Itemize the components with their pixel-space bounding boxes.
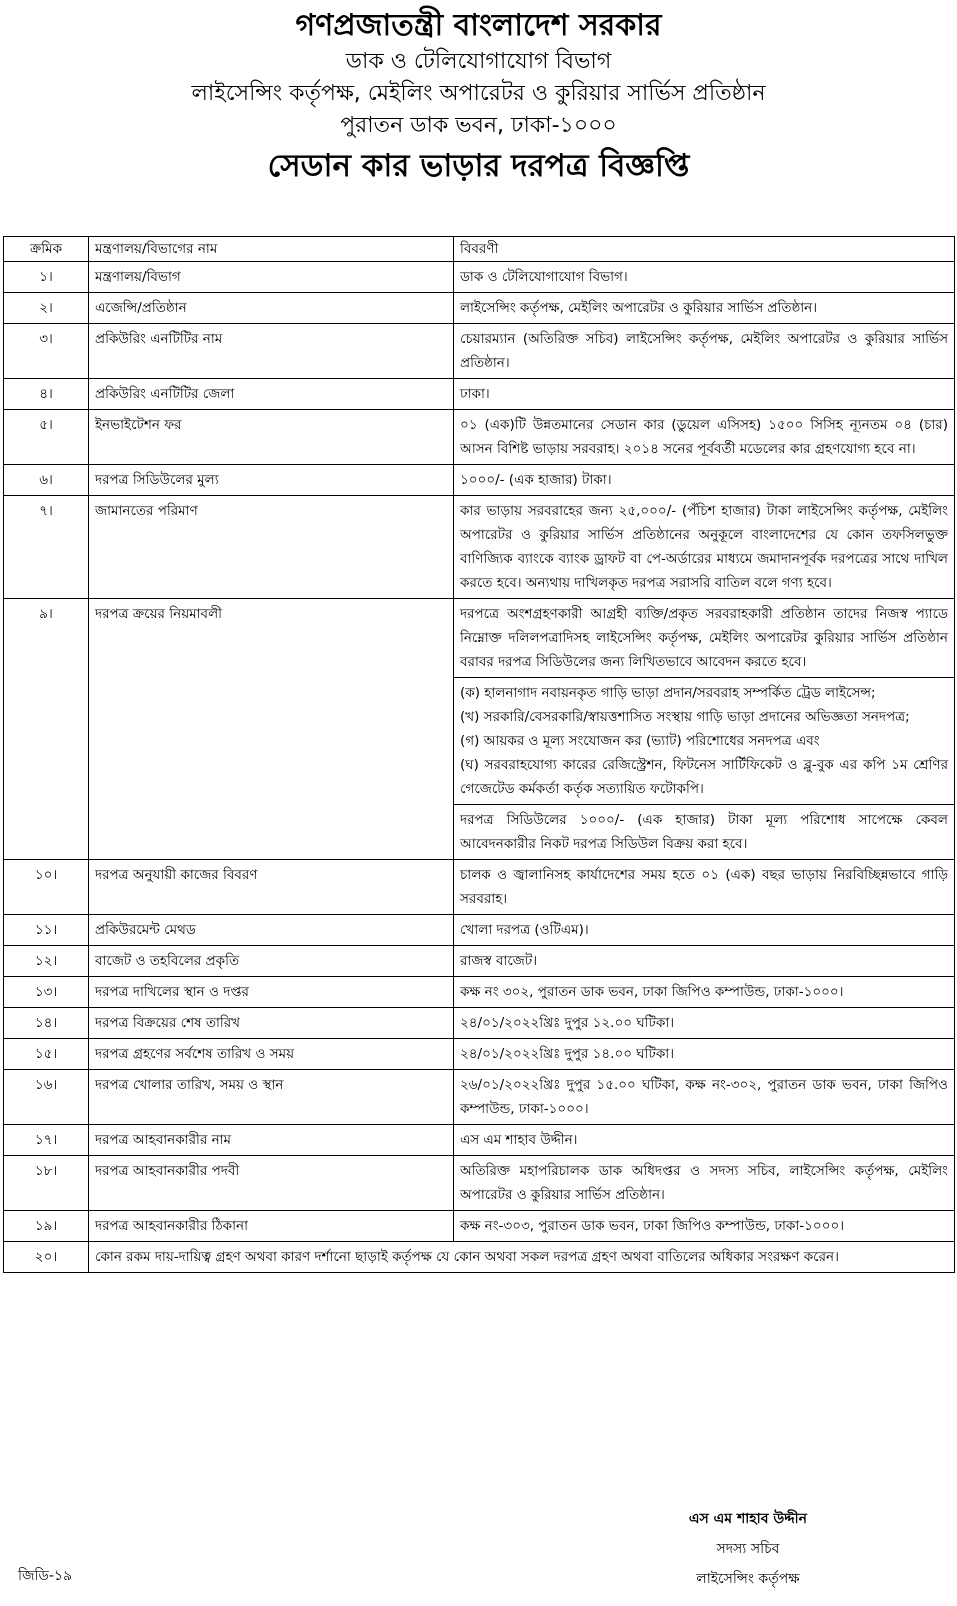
row-name: প্রকিউরিং এনটিটির জেলা (89, 379, 454, 410)
row-serial: ২০। (4, 1242, 89, 1273)
row-description: ১০০০/- (এক হাজার) টাকা। (454, 465, 955, 496)
signatory-office: লাইসেন্সিং কর্তৃপক্ষ (696, 1571, 800, 1587)
row-serial: ৯। (4, 599, 89, 860)
row-name: দরপত্র অনুযায়ী কাজের বিবরণ (89, 860, 454, 915)
column-header: মন্ত্রণালয়/বিভাগের নাম (89, 237, 454, 262)
row-description: ডাক ও টেলিযোগাযোগ বিভাগ। (454, 262, 955, 293)
row-name: দরপত্র গ্রহণের সর্বশেষ তারিখ ও সময় (89, 1039, 454, 1070)
row-serial: ১৫। (4, 1039, 89, 1070)
row-serial: ২। (4, 293, 89, 324)
row-description: ২৬/০১/২০২২খ্রিঃ দুপুর ১৫.০০ ঘটিকা, কক্ষ নং-৩০২, পুরাতন ডাক ভবন, ঢাকা জিপিও কম্পাউন্ড, ঢাকা-১০০০। (454, 1070, 955, 1125)
column-header: বিবরণী (454, 237, 955, 262)
row-description: দরপত্র সিডিউলের ১০০০/- (এক হাজার) টাকা মূল্য পরিশোধ সাপেক্ষে কেবল আবেদনকারীর নিকট দরপত্র সিডিউল বিক্রয় করা হবে। (454, 805, 955, 860)
column-header: ক্রমিক (4, 237, 89, 262)
row-serial: ১৮। (4, 1156, 89, 1211)
row-serial: ১১। (4, 915, 89, 946)
government-title: গণপ্রজাতন্ত্রী বাংলাদেশ সরকার (295, 8, 662, 43)
tender-table (3, 236, 955, 1273)
row-description: কক্ষ নং-৩০৩, পুরাতন ডাক ভবন, ঢাকা জিপিও কম্পাউন্ড, ঢাকা-১০০০। (454, 1211, 955, 1242)
list-item: (গ) আয়কর ও মূল্য সংযোজন কর (ভ্যাট) পরিশোধের সনদপত্র এবং (460, 733, 820, 749)
row-serial: ৬। (4, 465, 89, 496)
row-name: দরপত্র আহবানকারীর পদবী (89, 1156, 454, 1211)
row-serial: ৭। (4, 496, 89, 599)
department-name: ডাক ও টেলিযোগাযোগ বিভাগ (345, 49, 612, 74)
row-description: কক্ষ নং ৩০২, পুরাতন ডাক ভবন, ঢাকা জিপিও কম্পাউন্ড, ঢাকা-১০০০। (454, 977, 955, 1008)
table-row (4, 465, 955, 496)
notice-title: সেডান কার ভাড়ার দরপত্র বিজ্ঞপ্তি (267, 148, 690, 184)
row-name: দরপত্র খোলার তারিখ, সময় ও স্থান (89, 1070, 454, 1125)
row-description: ঢাকা। (454, 379, 955, 410)
row-description: দরপত্রে অংশগ্রহণকারী আগ্রহী ব্যক্তি/প্রকৃত সরবরাহকারী প্রতিষ্ঠান তাদের নিজস্ব প্যাডে নিম্নোক্ত দলিলপত্রাদিসহ লাইসেন্সিং কর্তৃপক্ষ, মেইলিং অপারেটর কুরিয়ার সার্ভিস প্রতিষ্ঠান বরাবর দরপত্র সিডিউলের জন্য লিখিতভাবে আবেদন করতে হবে। (454, 599, 955, 678)
signature-block (689, 1504, 807, 1594)
row-description: ২৪/০১/২০২২খ্রিঃ দুপুর ১৪.০০ ঘটিকা। (454, 1039, 955, 1070)
row-serial: ১। (4, 262, 89, 293)
table-row (4, 496, 955, 599)
row-serial: ১৯। (4, 1211, 89, 1242)
table-row (4, 324, 955, 379)
row-serial: ৩। (4, 324, 89, 379)
row-name: এজেন্সি/প্রতিষ্ঠান (89, 293, 454, 324)
table-row (4, 262, 955, 293)
list-item: (ক) হালনাগাদ নবায়নকৃত গাড়ি ভাড়া প্রদান/সরবরাহ সম্পর্কিত ট্রেড লাইসেন্স; (460, 685, 876, 701)
row-serial: ১২। (4, 946, 89, 977)
table-row (4, 293, 955, 324)
row-description: চেয়ারম্যান (অতিরিক্ত সচিব) লাইসেন্সিং কর্তৃপক্ষ, মেইলিং অপারেটর ও কুরিয়ার সার্ভিস প্রতিষ্ঠান। (454, 324, 955, 379)
row-name: দরপত্র আহবানকারীর নাম (89, 1125, 454, 1156)
table-row (4, 1070, 955, 1125)
row-description-list (454, 678, 955, 805)
row-name: মন্ত্রণালয়/বিভাগ (89, 262, 454, 293)
table-row (4, 977, 955, 1008)
table-row (4, 946, 955, 977)
row-name: জামানতের পরিমাণ (89, 496, 454, 599)
row-description: চালক ও জ্বালানিসহ কার্যাদেশের সময় হতে ০১ (এক) বছর ভাড়ায় নিরবিচ্ছিন্নভাবে গাড়ি সরবরাহ। (454, 860, 955, 915)
table-row (4, 410, 955, 465)
row-serial: ৫। (4, 410, 89, 465)
row-description: খোলা দরপত্র (ওটিএম)। (454, 915, 955, 946)
row-serial: ১৬। (4, 1070, 89, 1125)
row-serial: ১০। (4, 860, 89, 915)
table-row (4, 915, 955, 946)
row-serial: ১৭। (4, 1125, 89, 1156)
row-description: এস এম শাহাব উদ্দীন। (454, 1125, 955, 1156)
row-description: ০১ (এক)টি উন্নতমানের সেডান কার (ডুয়েল এসিসহ) ১৫০০ সিসিহ ন্যূনতম ০৪ (চার) আসন বিশিষ্ট ভাড়ায় সরবরাহ। ২০১৪ সনের পূর্ববর্তী মডেলের কার গ্রহণযোগ্য হবে না। (454, 410, 955, 465)
table-row (4, 1008, 955, 1039)
row-name: প্রকিউরিং এনটিটির নাম (89, 324, 454, 379)
row-name: ইনভাইটেশন ফর (89, 410, 454, 465)
table-row (4, 1242, 955, 1273)
table-row (4, 860, 955, 915)
table-header-row (4, 237, 955, 262)
table-row (4, 379, 955, 410)
row-name: দরপত্র সিডিউলের মুল্য (89, 465, 454, 496)
office-address: পুরাতন ডাক ভবন, ঢাকা-১০০০ (340, 113, 617, 138)
signatory-name: এস এম শাহাব উদ্দীন (688, 1511, 807, 1527)
row-name: দরপত্র দাখিলের স্থান ও দপ্তর (89, 977, 454, 1008)
row-name: দরপত্র আহবানকারীর ঠিকানা (89, 1211, 454, 1242)
list-item: (ঘ) সরবরাহযোগ্য কারের রেজিস্ট্রেশন, ফিটনেস সার্টিফিকেট ও ব্লু-বুক এর কপি ১ম শ্রেণির গেজেটেড কর্মকর্তা কর্তৃক সত্যায়িত ফটোকপি। (460, 757, 948, 797)
table-row (4, 1156, 955, 1211)
row-name: দরপত্র বিক্রয়ের শেষ তারিখ (89, 1008, 454, 1039)
authority-name: লাইসেন্সিং কর্তৃপক্ষ, মেইলিং অপারেটর ও কুরিয়ার সার্ভিস প্রতিষ্ঠান (191, 81, 766, 106)
row-description: রাজস্ব বাজেট। (454, 946, 955, 977)
signatory-designation: সদস্য সচিব (716, 1541, 780, 1557)
notice-header (0, 6, 957, 188)
row-name: দরপত্র ক্রয়ের নিয়মাবলী (89, 599, 454, 860)
row-description: লাইসেন্সিং কর্তৃপক্ষ, মেইলিং অপারেটর ও কুরিয়ার সার্ভিস প্রতিষ্ঠান। (454, 293, 955, 324)
row-serial: ১৩। (4, 977, 89, 1008)
row-name: বাজেট ও তহবিলের প্রকৃতি (89, 946, 454, 977)
row-description: কার ভাড়ায় সরবরাহের জন্য ২৫,০০০/- (পঁচিশ হাজার) টাকা লাইসেন্সিং কর্তৃপক্ষ, মেইলিং অপারেটর ও কুরিয়ার সার্ভিস প্রতিষ্ঠানের অনুকূলে বাংলাদেশের যে কোন তফসিলভুক্ত বাণিজ্যিক ব্যাংকে ব্যাংক ড্রাফট বা পে-অর্ডারের মাধ্যমে জমাদানপূর্বক দরপত্রের সাথে দাখিল করতে হবে। অন্যথায় দাখিলকৃত দরপত্র সরাসরি বাতিল বলে গণ্য হবে। (454, 496, 955, 599)
row-name: প্রকিউরমেন্ট মেথড (89, 915, 454, 946)
table-row (4, 1039, 955, 1070)
table-row (4, 1125, 955, 1156)
table-row (4, 599, 955, 678)
row-serial: ৪। (4, 379, 89, 410)
list-item: (খ) সরকারি/বেসরকারি/স্বায়ত্তশাসিত সংস্থায় গাড়ি ভাড়া প্রদানের অভিজ্ঞতা সনদপত্র; (460, 709, 910, 725)
reference-code: জিডি-১৯ (18, 1568, 73, 1584)
row-description: ২৪/০১/২০২২খ্রিঃ দুপুর ১২.০০ ঘটিকা। (454, 1008, 955, 1039)
row-description: অতিরিক্ত মহাপরিচালক ডাক অধিদপ্তর ও সদস্য সচিব, লাইসেন্সিং কর্তৃপক্ষ, মেইলিং অপারেটর ও কুরিয়ার সার্ভিস প্রতিষ্ঠান। (454, 1156, 955, 1211)
row-description: কোন রকম দায়-দায়িত্ব গ্রহণ অথবা কারণ দর্শানো ছাড়াই কর্তৃপক্ষ যে কোন অথবা সকল দরপত্র গ্রহণ অথবা বাতিলের অধিকার সংরক্ষণ করেন। (89, 1242, 955, 1273)
row-serial: ১৪। (4, 1008, 89, 1039)
table-row (4, 1211, 955, 1242)
